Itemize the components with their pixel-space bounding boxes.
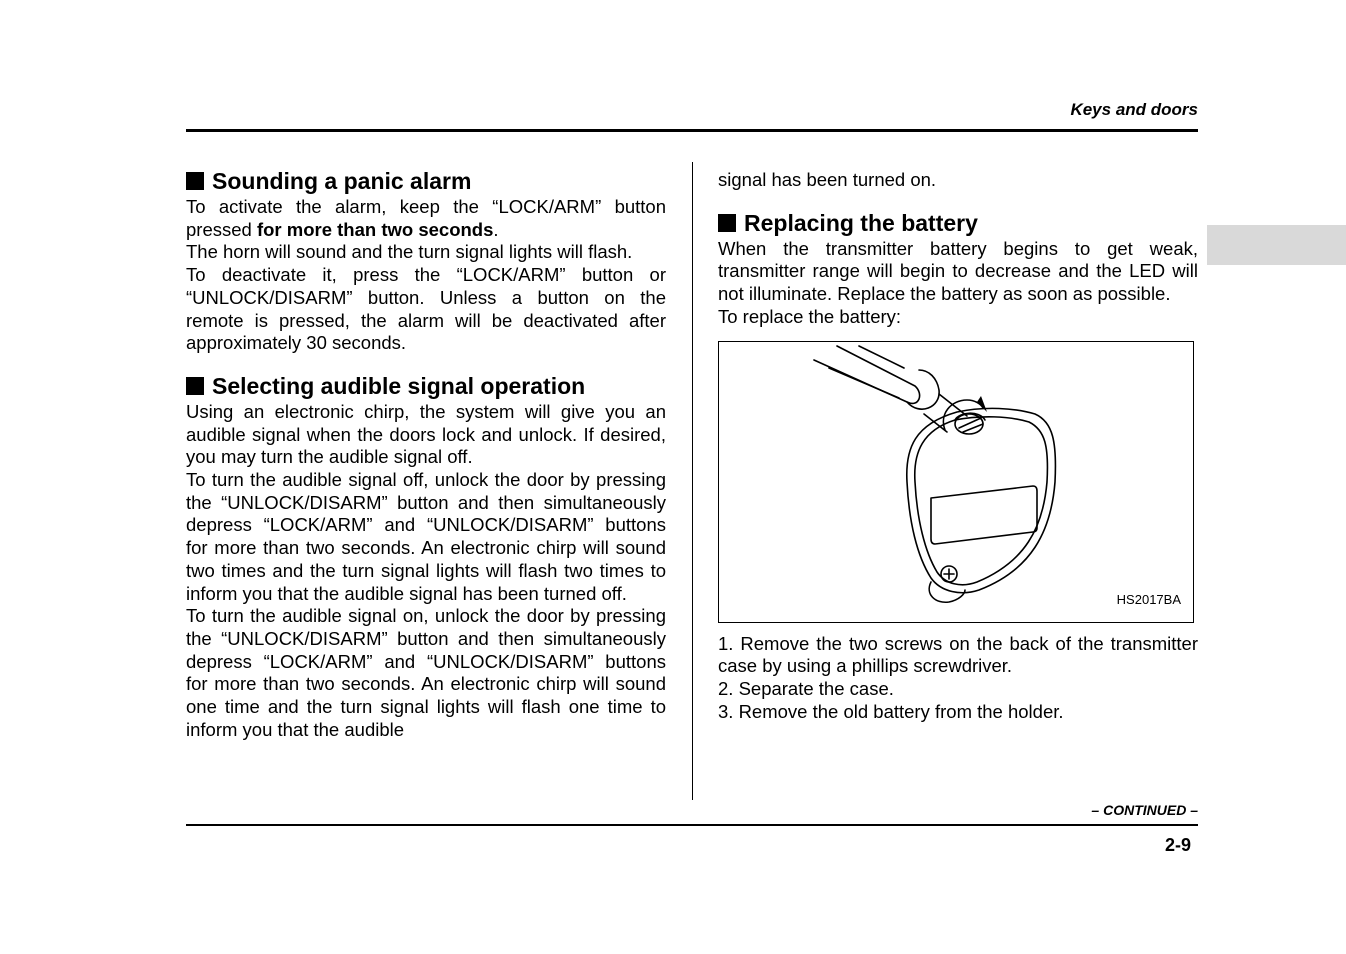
chapter-tab <box>1207 225 1346 265</box>
continued-label: – CONTINUED – <box>1091 802 1198 818</box>
audible-paragraph-2: To turn the audible signal off, unlock the door by pressing the “UNLOCK/DISARM” button and then simultaneously depress “LOCK/ARM” and “UNLOCK/DISARM” buttons for more than two seconds. An electronic chirp will sound two times and the turn signal lights will flash two times to inform you that the audible signal has been turned off. <box>186 469 666 604</box>
continuation-text: signal has been turned on. <box>718 169 937 190</box>
panic-alarm-heading <box>186 166 666 196</box>
panic-paragraph-3: To deactivate it, press the “LOCK/ARM” button or “UNLOCK/DISARM” button. Unless a button on the remote is pressed, the alarm will be deactivated after approximately 30 seconds. <box>186 264 666 354</box>
replacing-battery-heading <box>718 208 1198 238</box>
panic-p1-end: . <box>493 218 499 240</box>
square-bullet-icon <box>186 377 204 395</box>
bottom-rule <box>186 824 1198 826</box>
square-bullet-icon <box>718 214 736 232</box>
panic-p1-text: To activate the alarm, keep the “LOCK/ARM” button pressed <box>186 196 666 240</box>
replacing-battery-heading-text: Replacing the battery <box>744 209 978 236</box>
column-divider <box>692 162 693 800</box>
battery-step: 3. Remove the old battery from the holder. <box>718 700 1064 722</box>
page-number: 2-9 <box>1164 835 1191 855</box>
square-bullet-icon <box>186 172 204 190</box>
panic-paragraph-2: The horn will sound and the turn signal lights will flash. <box>186 241 633 263</box>
battery-paragraph-2: To replace the battery: <box>718 305 902 327</box>
audible-paragraph-1: Using an electronic chirp, the system will give you an audible signal when the doors lock and unlock. If desired, you may turn the audible signal off. <box>186 400 666 468</box>
panic-p1-bold: for more than two seconds <box>256 218 494 240</box>
audible-paragraph-3: To turn the audible signal on, unlock the door by pressing the “UNLOCK/DISARM” button and then simultaneously depress “LOCK/ARM” and “UNLOCK/DISARM” buttons for more than two seconds. An electronic chirp will sound one time and the turn signal lights will flash one time to inform you that the audible <box>186 605 666 740</box>
battery-illustration <box>718 341 1194 623</box>
right-column <box>718 169 1198 723</box>
left-column <box>186 166 666 741</box>
battery-step: 1. Remove the two screws on the back of the transmitter case by using a phillips screwdriver. <box>718 632 1198 677</box>
battery-steps <box>718 633 1198 724</box>
panic-alarm-heading-text: Sounding a panic alarm <box>212 168 472 194</box>
remote-screwdriver-illustration <box>719 342 1193 622</box>
battery-step: 2. Separate the case. <box>718 677 894 699</box>
battery-paragraph-1: When the transmitter battery begins to get weak, transmitter range will begin to decrease and the LED will not illuminate. Replace the battery as soon as possible. <box>718 237 1198 305</box>
top-rule <box>186 129 1198 132</box>
audible-signal-heading-text: Selecting audible signal operation <box>212 372 586 399</box>
figure-code: HS2017BA <box>1116 591 1181 607</box>
panic-paragraph-1 <box>186 196 666 241</box>
audible-signal-heading <box>186 371 666 401</box>
section-title: Keys and doors <box>1070 100 1198 119</box>
